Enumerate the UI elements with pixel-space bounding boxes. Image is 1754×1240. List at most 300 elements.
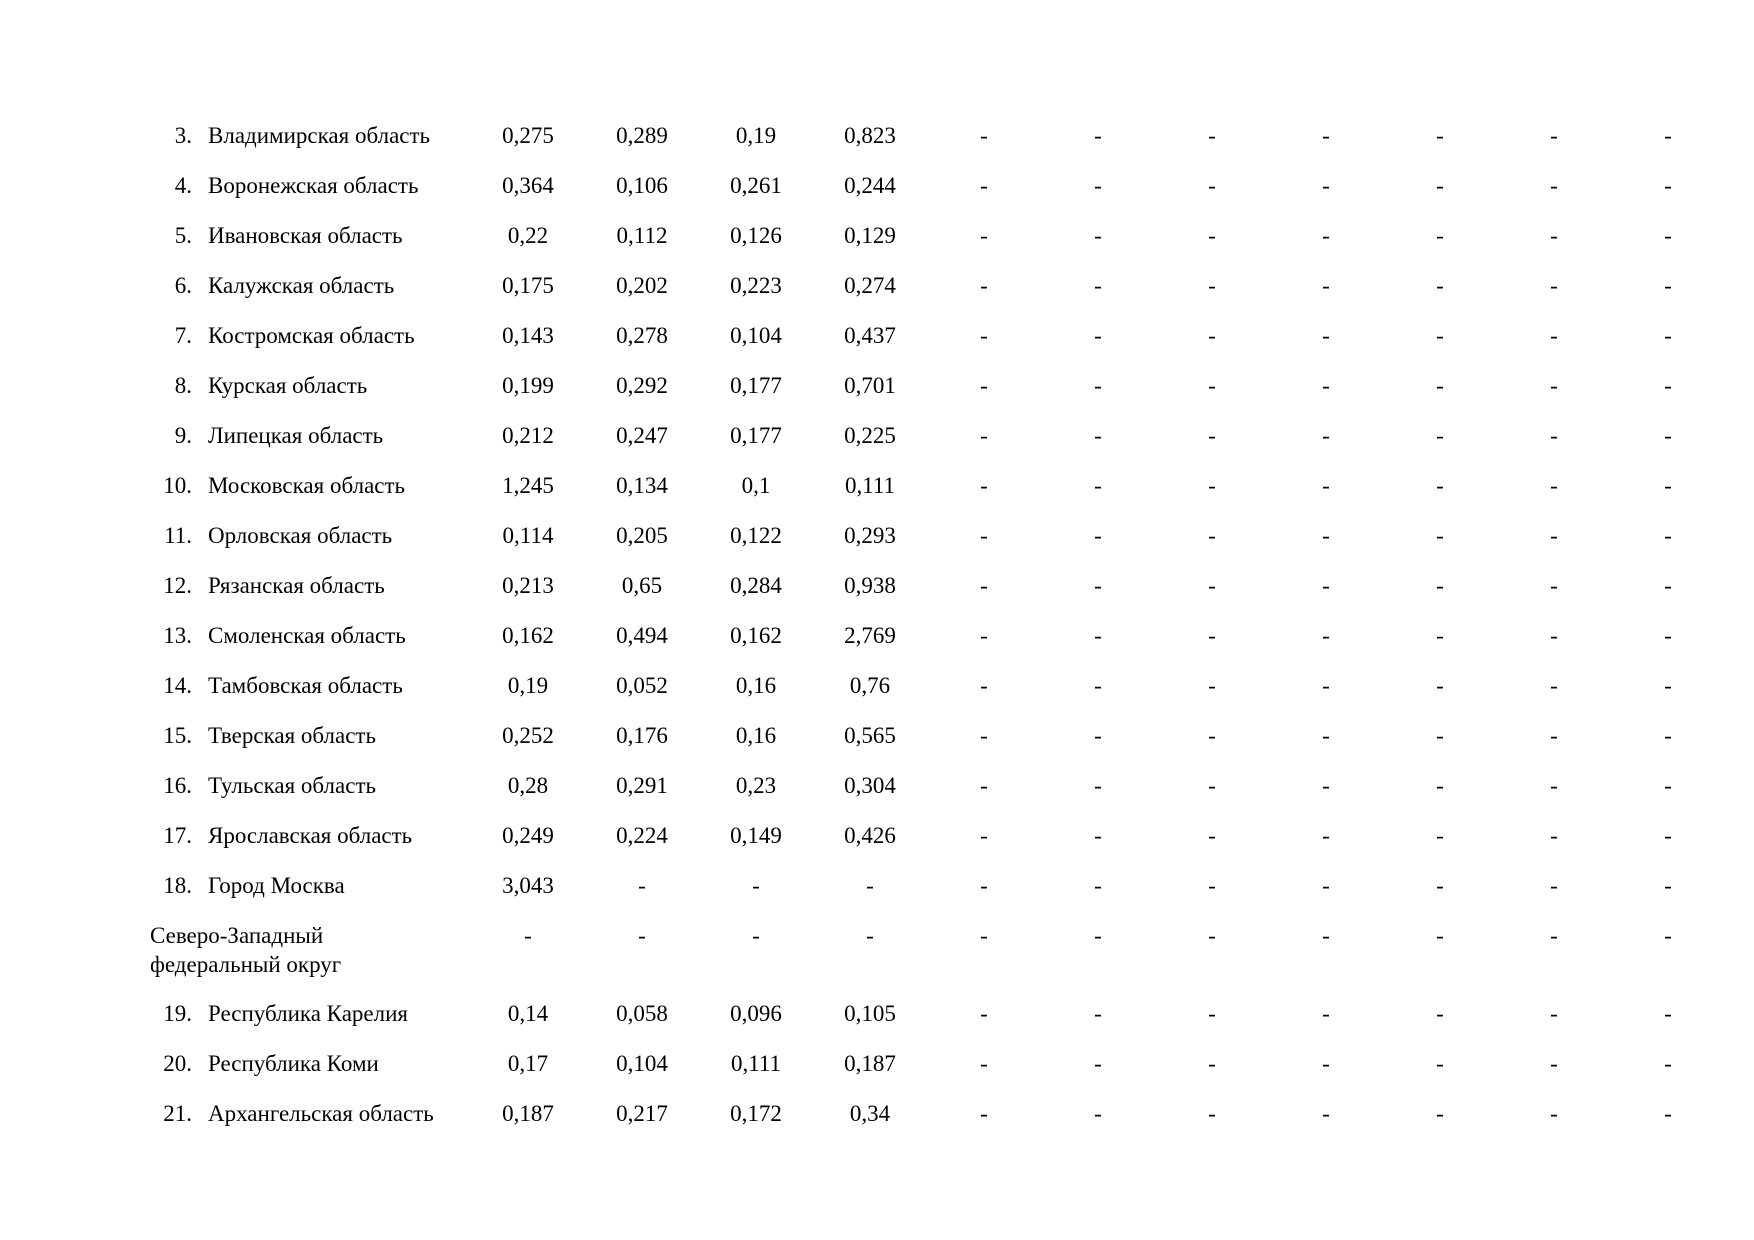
value-cell: - (1436, 1051, 1444, 1076)
value-cell: 0,217 (616, 1101, 668, 1126)
value-cell: - (1208, 573, 1216, 598)
value-cell: 0,274 (844, 273, 896, 298)
value-cell: - (1436, 723, 1444, 748)
value-cell: - (1550, 473, 1558, 498)
value-cell: - (1094, 523, 1102, 548)
row-number: 7. (174, 323, 192, 348)
region-name: Тульская область (208, 773, 376, 798)
value-cell: - (1436, 173, 1444, 198)
value-cell: - (1208, 223, 1216, 248)
value-cell: - (1436, 123, 1444, 148)
value-cell: - (1436, 223, 1444, 248)
region-name: Московская область (208, 473, 406, 498)
table-row (150, 1049, 1725, 1099)
value-cell: - (1208, 523, 1216, 548)
value-cell: - (980, 323, 988, 348)
region-name-cell (208, 321, 471, 371)
value-cell: - (1550, 273, 1558, 298)
region-name: Ярославская область (208, 823, 413, 848)
value-cell: - (1208, 823, 1216, 848)
value-cell: 0,177 (730, 423, 782, 448)
value-cell: - (1208, 1051, 1216, 1076)
region-name: Республика Коми (208, 1051, 379, 1076)
value-cell: - (1550, 673, 1558, 698)
value-cell: 0,213 (502, 573, 554, 598)
value-cell: - (1664, 173, 1672, 198)
value-cell: 0,176 (616, 723, 668, 748)
value-cell: - (1322, 323, 1330, 348)
region-name-cell (208, 521, 471, 571)
value-cell: - (1322, 223, 1330, 248)
value-cell: 3,043 (502, 873, 554, 898)
region-name-cell (208, 171, 471, 221)
value-cell: - (1094, 1101, 1102, 1126)
region-name-cell (208, 421, 471, 471)
value-cell: 0,143 (502, 323, 554, 348)
region-name-cell (208, 999, 471, 1049)
region-name: Смоленская область (208, 623, 406, 648)
value-cell: 0,22 (507, 223, 549, 248)
table-row (150, 471, 1725, 521)
value-cell: - (980, 523, 988, 548)
value-cell: - (1436, 323, 1444, 348)
value-cell: 0,291 (616, 773, 668, 798)
region-name: Ивановская область (208, 223, 403, 248)
row-number: 14. (163, 673, 192, 698)
row-number: 5. (174, 223, 192, 248)
region-name-cell (208, 671, 471, 721)
value-cell: - (980, 123, 988, 148)
value-cell: - (980, 923, 988, 948)
value-cell: 0,111 (844, 473, 896, 498)
region-name: Архангельская область (208, 1101, 434, 1126)
value-cell: - (1664, 1051, 1672, 1076)
value-cell: - (1664, 873, 1672, 898)
value-cell: - (1094, 823, 1102, 848)
value-cell: - (1436, 273, 1444, 298)
value-cell: 0,112 (616, 223, 668, 248)
value-cell: 0,19 (507, 673, 549, 698)
value-cell: - (1436, 623, 1444, 648)
value-cell: 0,426 (844, 823, 896, 848)
value-cell: - (1322, 1101, 1330, 1126)
value-cell: 0,19 (735, 123, 777, 148)
value-cell: 0,187 (502, 1101, 554, 1126)
value-cell: 0,052 (616, 673, 668, 698)
value-cell: - (1094, 723, 1102, 748)
table-row (150, 221, 1725, 271)
value-cell: 0,172 (730, 1101, 782, 1126)
region-name-cell (208, 221, 471, 271)
value-cell: 0,162 (730, 623, 782, 648)
value-cell: 0,224 (616, 823, 668, 848)
value-cell: - (1094, 773, 1102, 798)
value-cell: - (1664, 423, 1672, 448)
value-cell: 0,126 (730, 223, 782, 248)
value-cell: 0,28 (507, 773, 549, 798)
value-cell: - (980, 623, 988, 648)
value-cell: 0,205 (616, 523, 668, 548)
value-cell: - (866, 873, 874, 898)
region-name-cell (208, 821, 471, 871)
value-cell: - (980, 673, 988, 698)
value-cell: 0,304 (844, 773, 896, 798)
region-name-cell (208, 871, 471, 921)
value-cell: 0,823 (844, 123, 896, 148)
value-cell: - (1664, 923, 1672, 948)
region-name: Курская область (208, 373, 368, 398)
value-cell: - (980, 473, 988, 498)
region-name-cell (208, 371, 471, 421)
value-cell: - (1208, 1001, 1216, 1026)
value-cell: 0,187 (844, 1051, 896, 1076)
value-cell: - (1550, 523, 1558, 548)
value-cell: - (1550, 623, 1558, 648)
value-cell: 0,149 (730, 823, 782, 848)
table-row (150, 271, 1725, 321)
value-cell: 0,244 (844, 173, 896, 198)
value-cell: - (980, 173, 988, 198)
region-name: Воронежская область (208, 173, 419, 198)
value-cell: - (1664, 1001, 1672, 1026)
table-row (150, 171, 1725, 221)
value-cell: - (1208, 723, 1216, 748)
value-cell: 0,129 (844, 223, 896, 248)
value-cell: - (1550, 573, 1558, 598)
value-cell: - (1208, 373, 1216, 398)
value-cell: 0,122 (730, 523, 782, 548)
region-name-cell (208, 1099, 471, 1177)
value-cell: - (1322, 1001, 1330, 1026)
value-cell: - (638, 873, 646, 898)
value-cell: - (1208, 323, 1216, 348)
region-name: Рязанская область (208, 573, 385, 598)
value-cell: 0,106 (616, 173, 668, 198)
value-cell: - (1322, 673, 1330, 698)
value-cell: - (1094, 673, 1102, 698)
table-row (150, 321, 1725, 371)
value-cell: - (1208, 173, 1216, 198)
value-cell: - (1322, 923, 1330, 948)
value-cell: - (1550, 123, 1558, 148)
value-cell: - (1094, 423, 1102, 448)
value-cell: 2,769 (844, 623, 896, 648)
value-cell: - (980, 573, 988, 598)
value-cell: - (1208, 623, 1216, 648)
value-cell: - (1094, 1051, 1102, 1076)
value-cell: - (980, 223, 988, 248)
value-cell: 0,212 (502, 423, 554, 448)
table-row (150, 999, 1725, 1049)
value-cell: - (1664, 373, 1672, 398)
value-cell: - (752, 923, 760, 948)
value-cell: - (1550, 373, 1558, 398)
value-cell: - (1550, 923, 1558, 948)
value-cell: - (638, 923, 646, 948)
value-cell: 0,177 (730, 373, 782, 398)
value-cell: 0,364 (502, 173, 554, 198)
value-cell: 0,199 (502, 373, 554, 398)
row-number: 3. (174, 123, 192, 148)
value-cell: - (752, 873, 760, 898)
value-cell: - (1550, 1101, 1558, 1126)
value-cell: - (1322, 173, 1330, 198)
value-cell: - (1322, 623, 1330, 648)
region-name-cell (208, 271, 471, 321)
value-cell: 0,223 (730, 273, 782, 298)
row-number: 17. (163, 823, 192, 848)
table-row (150, 721, 1725, 771)
value-cell: - (1322, 373, 1330, 398)
value-cell: 0,162 (502, 623, 554, 648)
table-row (150, 871, 1725, 921)
value-cell: - (1436, 573, 1444, 598)
region-name: Тамбовская область (208, 673, 403, 698)
value-cell: 0,249 (502, 823, 554, 848)
value-cell: - (980, 273, 988, 298)
value-cell: - (1550, 773, 1558, 798)
value-cell: 0,938 (844, 573, 896, 598)
value-cell: 0,104 (730, 323, 782, 348)
value-cell: - (866, 923, 874, 948)
region-name: Город Москва (208, 873, 345, 898)
value-cell: 0,34 (849, 1101, 891, 1126)
value-cell: - (1664, 323, 1672, 348)
value-cell: - (980, 723, 988, 748)
value-cell: 0,565 (844, 723, 896, 748)
value-cell: - (1094, 873, 1102, 898)
value-cell: - (1550, 323, 1558, 348)
value-cell: 0,261 (730, 173, 782, 198)
table-row (150, 1099, 1725, 1177)
value-cell: - (1208, 673, 1216, 698)
table-row (150, 821, 1725, 871)
region-name-cell (208, 771, 471, 821)
row-number: 12. (163, 573, 192, 598)
row-number: 8. (174, 373, 192, 398)
value-cell: - (1208, 773, 1216, 798)
value-cell: - (1322, 723, 1330, 748)
value-cell: - (980, 823, 988, 848)
region-name: Республика Карелия (208, 1001, 409, 1026)
value-cell: - (1550, 173, 1558, 198)
district-name: Северо-Западный федеральный округ (150, 923, 342, 977)
value-cell: - (1094, 223, 1102, 248)
row-number: 6. (174, 273, 192, 298)
value-cell: 0,134 (616, 473, 668, 498)
region-name-cell (208, 721, 471, 771)
row-number: 21. (163, 1101, 192, 1126)
value-cell: 0,104 (616, 1051, 668, 1076)
value-cell: - (1208, 923, 1216, 948)
value-cell: - (1094, 1001, 1102, 1026)
value-cell: - (1322, 573, 1330, 598)
value-cell: - (1436, 923, 1444, 948)
value-cell: - (524, 923, 532, 948)
region-name-cell (208, 571, 471, 621)
table-row (150, 671, 1725, 721)
value-cell: - (1094, 573, 1102, 598)
value-cell: 0,096 (730, 1001, 782, 1026)
value-cell: - (1550, 1051, 1558, 1076)
value-cell: - (1550, 823, 1558, 848)
value-cell: - (1550, 873, 1558, 898)
row-number: 20. (163, 1051, 192, 1076)
value-cell: 0,289 (616, 123, 668, 148)
row-number: 11. (164, 523, 192, 548)
value-cell: 0,65 (621, 573, 663, 598)
value-cell: - (1550, 423, 1558, 448)
value-cell: 0,278 (616, 323, 668, 348)
region-name: Липецкая область (208, 423, 384, 448)
region-name: Калужская область (208, 273, 395, 298)
value-cell: - (1322, 823, 1330, 848)
value-cell: - (1322, 123, 1330, 148)
value-cell: - (1664, 573, 1672, 598)
value-cell: 0,16 (735, 723, 777, 748)
value-cell: 0,225 (844, 423, 896, 448)
row-number: 15. (163, 723, 192, 748)
value-cell: - (1094, 323, 1102, 348)
row-number: 19. (163, 1001, 192, 1026)
value-cell: - (1208, 473, 1216, 498)
row-number: 9. (174, 423, 192, 448)
table-row (150, 571, 1725, 621)
value-cell: - (1094, 623, 1102, 648)
region-name-cell (208, 621, 471, 671)
value-cell: - (1322, 473, 1330, 498)
region-name: Орловская область (208, 523, 393, 548)
value-cell: 0,247 (616, 423, 668, 448)
value-cell: - (1664, 723, 1672, 748)
row-number: 4. (174, 173, 192, 198)
value-cell: - (1550, 223, 1558, 248)
value-cell: - (1094, 173, 1102, 198)
value-cell: - (1208, 1101, 1216, 1126)
value-cell: - (1322, 1051, 1330, 1076)
value-cell: - (1664, 273, 1672, 298)
value-cell: 0,292 (616, 373, 668, 398)
value-cell: 0,23 (735, 773, 777, 798)
value-cell: 0,17 (507, 1051, 549, 1076)
value-cell: - (1436, 473, 1444, 498)
value-cell: 0,16 (735, 673, 777, 698)
region-name: Костромская область (208, 323, 415, 348)
value-cell: 0,76 (849, 673, 891, 698)
value-cell: - (1208, 273, 1216, 298)
value-cell: - (1550, 1001, 1558, 1026)
value-cell: 0,293 (844, 523, 896, 548)
value-cell: - (1664, 623, 1672, 648)
value-cell: - (1436, 423, 1444, 448)
value-cell: 0,252 (502, 723, 554, 748)
value-cell: 0,14 (507, 1001, 549, 1026)
value-cell: 0,437 (844, 323, 896, 348)
value-cell: 0,105 (844, 1001, 896, 1026)
value-cell: - (1436, 873, 1444, 898)
table-row (150, 371, 1725, 421)
value-cell: - (1322, 423, 1330, 448)
table-row (150, 421, 1725, 471)
regions-table (150, 121, 1725, 1177)
value-cell: - (980, 423, 988, 448)
row-number: 13. (163, 623, 192, 648)
value-cell: - (1436, 773, 1444, 798)
value-cell: - (1322, 873, 1330, 898)
value-cell: - (980, 873, 988, 898)
row-number: 18. (163, 873, 192, 898)
value-cell: - (1664, 223, 1672, 248)
value-cell: 0,175 (502, 273, 554, 298)
value-cell: 0,114 (502, 523, 554, 548)
value-cell: 0,701 (844, 373, 896, 398)
value-cell: - (1322, 523, 1330, 548)
table-row (150, 521, 1725, 571)
value-cell: - (1664, 673, 1672, 698)
value-cell: 0,202 (616, 273, 668, 298)
value-cell: 0,275 (502, 123, 554, 148)
value-cell: 0,284 (730, 573, 782, 598)
value-cell: - (1664, 523, 1672, 548)
row-number: 10. (163, 473, 192, 498)
value-cell: - (980, 1051, 988, 1076)
value-cell: - (1208, 873, 1216, 898)
value-cell: 0,494 (616, 623, 668, 648)
value-cell: - (1664, 773, 1672, 798)
value-cell: - (1664, 823, 1672, 848)
table-row (150, 121, 1725, 171)
value-cell: - (1322, 273, 1330, 298)
region-name-cell (208, 1049, 471, 1099)
table-row (150, 621, 1725, 671)
value-cell: - (1550, 723, 1558, 748)
value-cell: - (1322, 773, 1330, 798)
value-cell: 1,245 (502, 473, 554, 498)
value-cell: - (1436, 523, 1444, 548)
value-cell: - (1094, 473, 1102, 498)
value-cell: - (1664, 1101, 1672, 1126)
value-cell: - (1094, 123, 1102, 148)
value-cell: - (1436, 1001, 1444, 1026)
region-name-cell (208, 121, 471, 171)
value-cell: - (980, 1001, 988, 1026)
value-cell: - (1436, 373, 1444, 398)
value-cell: - (1436, 823, 1444, 848)
value-cell: - (1094, 273, 1102, 298)
value-cell: 0,1 (741, 473, 771, 498)
value-cell: - (980, 373, 988, 398)
value-cell: - (980, 773, 988, 798)
row-number: 16. (163, 773, 192, 798)
region-name-cell (208, 471, 471, 521)
value-cell: - (1664, 473, 1672, 498)
value-cell: - (1208, 423, 1216, 448)
region-name: Владимирская область (208, 123, 431, 148)
table-body (150, 121, 1725, 1177)
value-cell: - (1664, 123, 1672, 148)
value-cell: - (1208, 123, 1216, 148)
value-cell: - (980, 1101, 988, 1126)
district-row (150, 921, 1725, 999)
value-cell: - (1094, 373, 1102, 398)
table-row (150, 771, 1725, 821)
district-name-cell (150, 921, 471, 999)
value-cell: - (1094, 923, 1102, 948)
value-cell: 0,111 (730, 1051, 782, 1076)
value-cell: 0,058 (616, 1001, 668, 1026)
region-name: Тверская область (208, 723, 376, 748)
value-cell: - (1436, 1101, 1444, 1126)
